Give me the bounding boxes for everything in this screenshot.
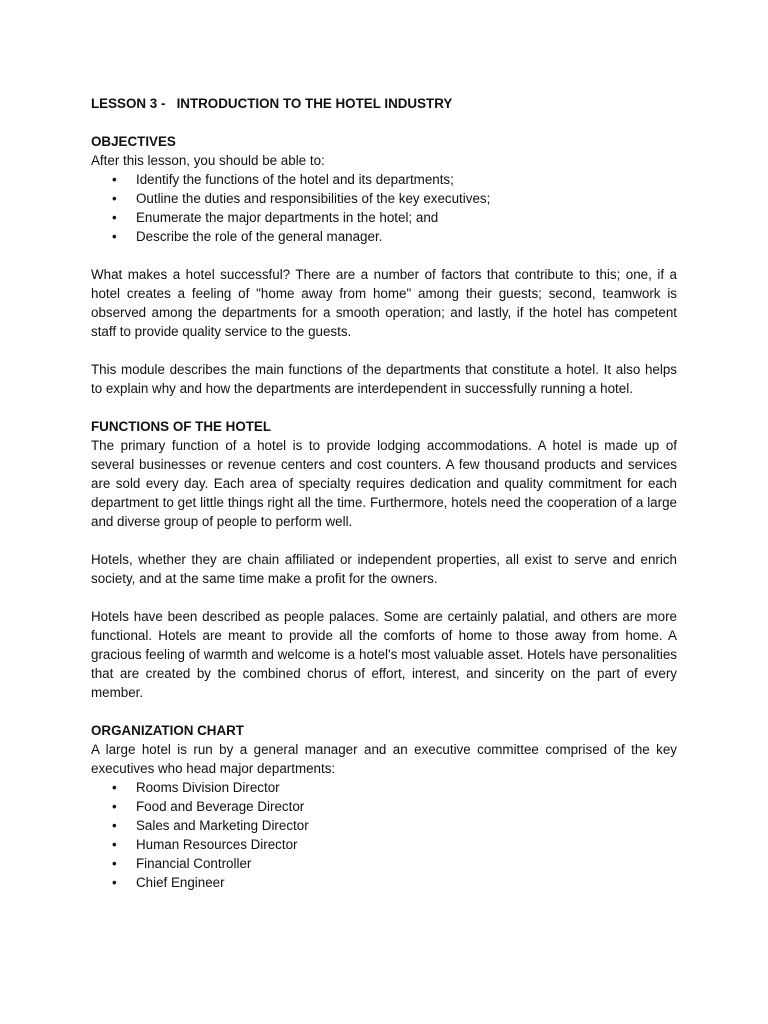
bullet-icon: • [112, 780, 117, 795]
list-item: • Chief Engineer [112, 875, 225, 890]
list-item: • Financial Controller [112, 856, 252, 871]
list-item: • Sales and Marketing Director [112, 818, 309, 833]
paragraph-module: This module describes the main functions of the departments that constitute a hotel. It also helps to explain why and how the departments are interdependent in successfully running a hotel. [91, 362, 677, 396]
bullet-icon: • [112, 818, 117, 833]
paragraph-society: Hotels, whether they are chain affiliated or independent properties, all exist to serve and enrich society, and at the same time make a profit for the owners. [91, 552, 677, 586]
list-item: • Describe the role of the general manager. [112, 229, 383, 244]
document-page [91, 94, 677, 892]
objectives-list [91, 170, 677, 246]
bullet-icon: • [112, 856, 117, 871]
paragraph-primary-function: The primary function of a hotel is to provide lodging accommodations. A hotel is made up of several businesses or revenue centers and cost counters. A few thousand products and services are sold every day. Each area of specialty requires dedication and quality commitment for each department to get little things right all the time. Furthermore, hotels need the cooperation of a large and diverse group of people to perform well. [91, 438, 677, 529]
executives-list [91, 778, 677, 892]
lesson-title: LESSON 3 - INTRODUCTION TO THE HOTEL INDUSTRY [91, 96, 453, 111]
org-chart-intro: A large hotel is run by a general manager and an executive committee comprised of the key executives who head major departments: [91, 742, 677, 776]
bullet-icon: • [112, 799, 117, 814]
list-item: • Human Resources Director [112, 837, 298, 852]
objectives-heading: OBJECTIVES [91, 134, 176, 149]
bullet-icon: • [112, 229, 117, 244]
list-item: • Rooms Division Director [112, 780, 280, 795]
bullet-icon: • [112, 837, 117, 852]
functions-heading: FUNCTIONS OF THE HOTEL [91, 419, 272, 434]
list-item: • Food and Beverage Director [112, 799, 305, 814]
paragraph-people-palaces: Hotels have been described as people palaces. Some are certainly palatial, and others are more functional. Hotels are meant to provide all the comforts of home to those away from home. A gracious feeling of warmth and welcome is a hotel's most valuable asset. Hotels have personalities that are created by the combined chorus of effort, interest, and sincerity on the part of every member. [91, 609, 677, 700]
objectives-intro: After this lesson, you should be able to: [91, 153, 325, 168]
org-chart-heading: ORGANIZATION CHART [91, 723, 244, 738]
bullet-icon: • [112, 191, 117, 206]
paragraph-success: What makes a hotel successful? There are a number of factors that contribute to this; one, if a hotel creates a feeling of "home away from home" among their guests; second, teamwork is observed among the departments for a smooth operation; and lastly, if the hotel has competent staff to provide quality service to the guests. [91, 267, 677, 339]
list-item: • Enumerate the major departments in the hotel; and [112, 210, 439, 225]
bullet-icon: • [112, 875, 117, 890]
bullet-icon: • [112, 172, 117, 187]
list-item: • Identify the functions of the hotel and its departments; [112, 172, 454, 187]
bullet-icon: • [112, 210, 117, 225]
list-item: • Outline the duties and responsibilities of the key executives; [112, 191, 491, 206]
